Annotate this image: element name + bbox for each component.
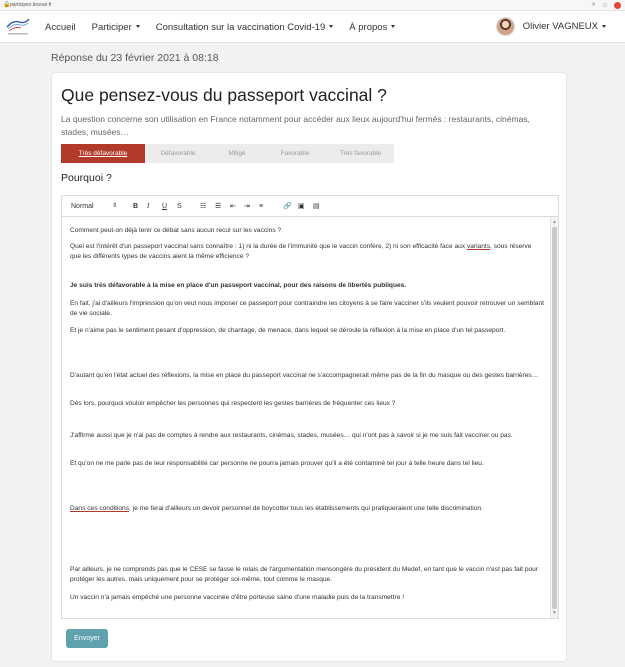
- browser-url-bar: [0, 0, 625, 11]
- paragraph: Comment peut-on déjà tenir ce débat sans aucun recul sur les vaccins ?: [70, 227, 282, 234]
- navbar: [0, 11, 625, 43]
- paragraph: Un vaccin n'a jamais empêché une personne vaccinée d'être porteuse saine d'une maladie puis de la transmettre !: [70, 594, 405, 601]
- opinion-choices: [61, 144, 394, 163]
- link-variants[interactable]: variants: [466, 243, 491, 250]
- paragraph-bold: Je suis très défavorable à la mise en place d'un passeport vaccinal, pour des raisons de libertés publiques.: [70, 282, 407, 289]
- zoom-icon[interactable]: ⌕: [591, 1, 596, 8]
- question-card: [51, 72, 567, 662]
- nav-item-accueil[interactable]: Accueil: [45, 21, 76, 33]
- scroll-up-icon[interactable]: ▲: [552, 219, 557, 225]
- response-date: Réponse du 23 février 2021 à 08:18: [51, 52, 219, 64]
- why-label: Pourquoi ?: [61, 172, 112, 184]
- scrollbar-thumb[interactable]: [552, 227, 557, 609]
- star-icon[interactable]: ☆: [601, 2, 608, 9]
- browser-url[interactable]: participez.lecese.fr: [10, 2, 52, 8]
- user-menu[interactable]: [496, 17, 606, 36]
- caret-down-icon: [602, 25, 606, 28]
- send-button[interactable]: Envoyer: [66, 629, 108, 648]
- bold-icon[interactable]: B: [133, 203, 139, 210]
- link-icon[interactable]: 🔗: [283, 203, 292, 210]
- video-icon[interactable]: ▤: [313, 203, 320, 210]
- choice-tres-favorable[interactable]: Très favorable: [327, 144, 394, 163]
- choice-tres-defavorable[interactable]: Très défavorable: [61, 144, 145, 163]
- paragraph: Dans ces conditions, je me ferai d'ailleurs un devoir personnel de boycotter tous les établissements qui pratiqueraient une telle discrimination.: [70, 505, 483, 512]
- bullet-list-icon[interactable]: ☰: [215, 203, 222, 210]
- paragraph: D'autant qu'en l'état actuel des réflexions, la mise en place du passeport vaccinal ne s'accompagnerait même pas de la fin du masque ou des gestes barrières…: [70, 372, 539, 379]
- link-dans-ces-conditions[interactable]: Dans ces conditions: [70, 505, 130, 512]
- nav-item-participer[interactable]: Participer: [92, 22, 140, 33]
- ordered-list-icon[interactable]: ☷: [200, 203, 207, 210]
- paragraph: Et je n'aime pas le sentiment pesant d'oppression, de chantage, de menace, dans lequel se déroule la réflexion à la mise en place d'un tel passeport.: [70, 327, 506, 334]
- choice-favorable[interactable]: Favorable: [263, 144, 327, 163]
- question-description: La question concerne son utilisation en France notamment pour accéder aux lieux aujourd'hui fermés : restaurants, cinémas, stades, musées…: [61, 114, 530, 137]
- paragraph: J'affirme aussi que je n'ai pas de comptes à rendre aux restaurants, cinémas, stades, musées… qui n'ont pas à savoir si je me suis fait vacciner ou pas.: [70, 432, 513, 439]
- caret-down-icon: [391, 25, 395, 28]
- avatar: [496, 17, 515, 36]
- format-select[interactable]: Normal: [71, 203, 94, 210]
- paragraph: Dès lors, pourquoi vouloir empêcher les personnes qui respectent les gestes barrières de fréquenter ces lieux ?: [70, 400, 396, 407]
- scroll-down-icon[interactable]: ▼: [552, 610, 557, 616]
- caret-down-icon: [136, 25, 140, 28]
- paragraph: En fait, j'ai d'ailleurs l'impression qu'on veut nous imposer ce passeport pour contraindre les citoyens à se faire vacciner s'ils veulent pouvoir retrouver un semblant de vie sociale.: [70, 300, 544, 317]
- caret-down-icon: [329, 25, 333, 28]
- editor-scrollbar[interactable]: [550, 217, 558, 618]
- image-icon[interactable]: ▣: [298, 203, 305, 210]
- underline-icon[interactable]: U: [162, 203, 168, 210]
- choice-defavorable[interactable]: Défavorable: [145, 144, 211, 163]
- outdent-icon[interactable]: ⇤: [230, 203, 236, 210]
- paragraph: Par ailleurs, je ne comprends pas que le CESE se fasse le relais de l'argumentation mensongère du président du Medef, en tant que le vaccin n'est pas fait pour protéger les autres, mais uniquement pour se protéger soi-même, tout comme le masque.: [70, 566, 539, 583]
- italic-icon[interactable]: I: [147, 202, 150, 210]
- paragraph: Et qu'on ne me parle pas de leur responsabilité car personne ne pourra jamais prouver qu'il a été contaminé tel jour à telle heure dans tel lieu.: [70, 460, 484, 467]
- choice-mitige[interactable]: Mitigé: [211, 144, 263, 163]
- cese-logo[interactable]: [5, 16, 31, 37]
- lock-icon: 🔒: [3, 2, 11, 8]
- nav-item-a-propos[interactable]: À propos: [349, 22, 395, 33]
- user-name: Olivier VAGNEUX: [522, 21, 598, 32]
- indent-icon[interactable]: ⇥: [244, 203, 250, 210]
- question-title: Que pensez-vous du passeport vaccinal ?: [61, 85, 387, 105]
- paragraph: Quel est l'intérêt d'un passeport vaccinal sans connaître : 1) ni la durée de l'immunité que le vaccin confère, 2) ni son efficacité face aux variants, sous réserve que les différents types de vaccins aient la même efficience ?: [70, 243, 532, 260]
- align-icon[interactable]: ≡: [259, 203, 264, 210]
- editor-toolbar: [62, 196, 558, 217]
- strike-icon[interactable]: S: [177, 203, 182, 210]
- rich-text-editor[interactable]: [61, 195, 559, 619]
- extension-icon[interactable]: [614, 2, 621, 9]
- select-arrows-icon[interactable]: ⇕: [112, 203, 118, 209]
- nav-item-consultation[interactable]: Consultation sur la vaccination Covid-19: [156, 22, 334, 33]
